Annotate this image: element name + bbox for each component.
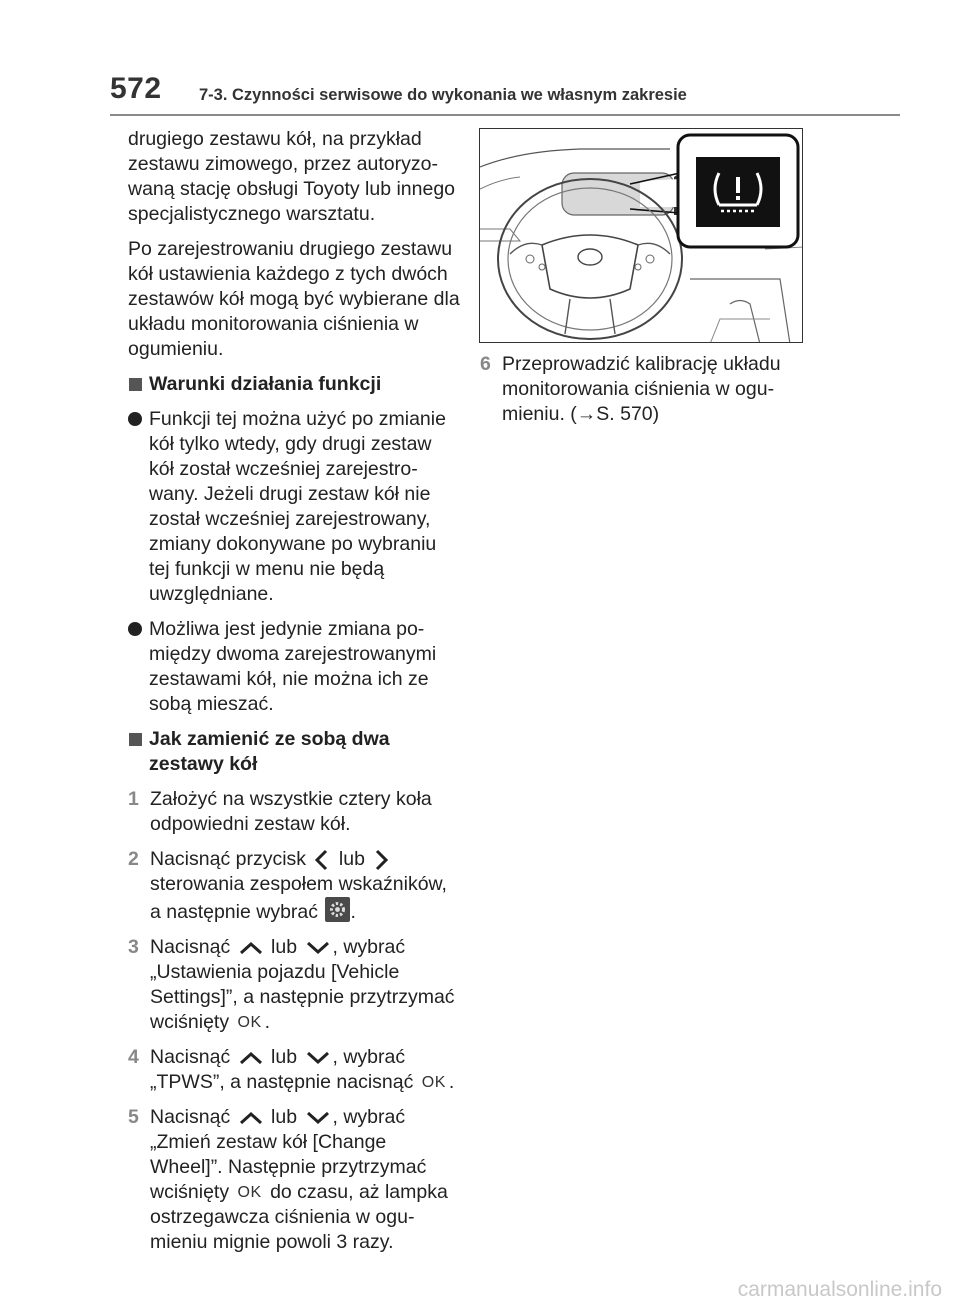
step-text: . xyxy=(448,1071,455,1093)
step-text: lub xyxy=(271,936,298,958)
ok-button-icon: OK xyxy=(237,1014,262,1031)
step-text: Nacisnąć xyxy=(150,1106,231,1128)
heading-how-to-swap-text: Jak zamienić ze sobą dwa zestawy kół xyxy=(149,728,390,775)
bullet-item xyxy=(128,407,460,607)
page-header xyxy=(0,0,960,120)
step-number: 5 xyxy=(128,1106,139,1128)
section-title: 7-3. Czynności serwisowe do wykonania we własnym zakresie xyxy=(199,86,687,104)
chevron-up-icon xyxy=(236,938,266,958)
chevron-down-icon xyxy=(303,1108,333,1128)
bullet-dot-icon xyxy=(128,412,142,426)
bullet-text: Funkcji tej można użyć po zmianie kół tylko wtedy, gdy drugi zestaw kół został wcześniej zarejestrowany. Jeżeli drugi zestaw kół nie został wcześniej zarejestrowany, zmiany dokonywane po wybraniu tej funkcji w menu nie będą uwzględniane. xyxy=(149,408,446,605)
square-marker-icon xyxy=(129,378,142,391)
step-text: Założyć na wszystkie cztery koła odpowiedni zestaw kół. xyxy=(150,788,432,835)
step-text: , wybrać „Zmień zestaw kół [Change Wheel]”. Następnie przytrzymać wciśnięty xyxy=(150,1106,427,1203)
page-number: 572 xyxy=(110,72,162,105)
step-text: do czasu, aż lampka ostrzegawcza ciśnienia w ogumieniu mignie powoli 3 razy. xyxy=(150,1181,448,1253)
chevron-up-icon xyxy=(236,1048,266,1068)
step-text: Nacisnąć przycisk xyxy=(150,848,307,870)
chevron-down-icon xyxy=(303,938,333,958)
right-column xyxy=(480,352,805,437)
step-4 xyxy=(128,1045,460,1095)
step-text: Przeprowadzić kalibrację układu monitorowania ciśnienia w ogumieniu. (→S. 570) xyxy=(502,353,781,425)
step-3 xyxy=(128,935,460,1035)
settings-gear-icon xyxy=(325,897,350,922)
step-number: 6 xyxy=(480,353,491,375)
step-text: . xyxy=(350,901,356,923)
step-6 xyxy=(480,352,805,427)
paragraph-registration: Po zarejestrowaniu drugiego zestawu kół ustawienia każdego z tych dwóch zestawów kół mogą być wybierane dla układu monitorowania ciśnienia w ogumieniu. xyxy=(128,238,460,360)
step-text: Nacisnąć xyxy=(150,1046,231,1068)
heading-conditions-text: Warunki działania funkcji xyxy=(149,373,382,395)
bullet-item xyxy=(128,617,460,717)
watermark: carmanualsonline.info xyxy=(737,1278,942,1301)
bullet-text: Możliwa jest jedynie zmiana pomiędzy dwoma zarejestrowanymi zestawami kół, nie można ich ze sobą mieszać. xyxy=(149,618,437,715)
step-1 xyxy=(128,787,460,837)
step-text: Nacisnąć xyxy=(150,936,231,958)
square-marker-icon xyxy=(129,733,142,746)
step-2 xyxy=(128,847,460,925)
step-number: 4 xyxy=(128,1046,139,1068)
step-text: , wybrać „TPWS”, a następnie nacisnąć xyxy=(150,1046,414,1093)
step-number: 1 xyxy=(128,788,139,810)
step-text: sterowania zespołem wskaźników, a następnie wybrać xyxy=(150,873,447,923)
step-5 xyxy=(128,1105,460,1255)
chevron-down-icon xyxy=(303,1048,333,1068)
heading-how-to-swap xyxy=(128,727,460,777)
steering-wheel-dashboard-drawing xyxy=(480,129,803,343)
chevron-left-icon xyxy=(311,848,333,872)
ok-button-icon: OK xyxy=(237,1184,262,1201)
heading-conditions xyxy=(128,372,460,397)
step-number: 2 xyxy=(128,848,139,870)
chevron-up-icon xyxy=(236,1108,266,1128)
header-divider xyxy=(110,114,900,116)
step-text: , wybrać „Ustawienia pojazdu [Vehicle Settings]”, a następnie przytrzymać wciśnięty xyxy=(150,936,455,1033)
step-text: lub xyxy=(271,1046,298,1068)
left-column xyxy=(128,127,460,1265)
paragraph-intro: drugiego zestawu kół, na przykład zestawu zimowego, przez autoryzowaną stację obsługi Toyoty lub innego specjalistycznego warsztatu. xyxy=(128,128,456,225)
step-text: . xyxy=(264,1011,271,1033)
step-text: lub xyxy=(271,1106,298,1128)
dashboard-illustration xyxy=(479,128,803,343)
chevron-right-icon xyxy=(370,848,392,872)
step-number: 3 xyxy=(128,936,139,958)
ok-button-icon: OK xyxy=(421,1074,446,1091)
step-text: lub xyxy=(338,848,365,870)
bullet-dot-icon xyxy=(128,622,142,636)
